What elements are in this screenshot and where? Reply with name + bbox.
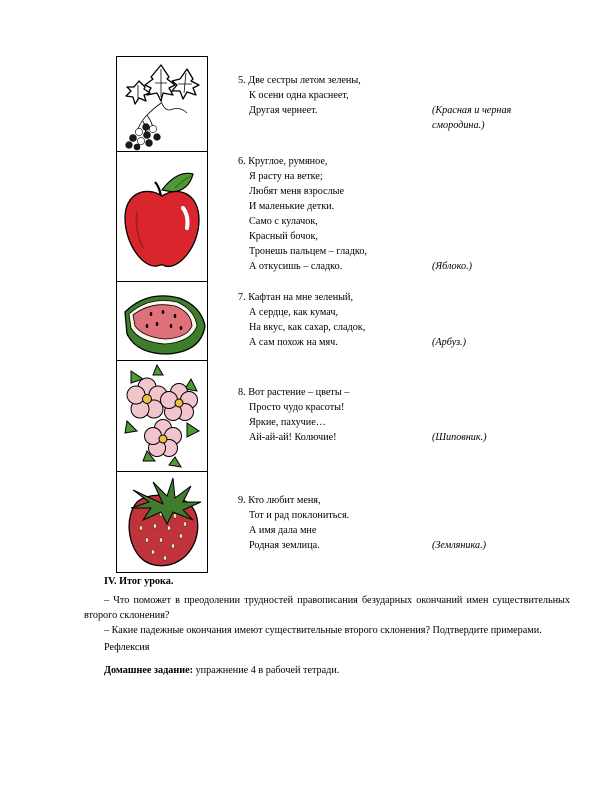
question-2: – Какие падежные окончания имеют существительные второго склонения? Подтвердите примерами. xyxy=(104,625,542,636)
riddle-8 xyxy=(238,385,349,445)
riddle-line: И маленькие детки. xyxy=(249,201,335,212)
picture-cell-wild-rose xyxy=(117,361,207,471)
riddle-9 xyxy=(238,493,349,553)
watermelon-slice-icon xyxy=(117,282,207,360)
lesson-summary xyxy=(84,574,570,678)
riddle-6 xyxy=(238,154,367,274)
riddle-line: Я расту на ветке; xyxy=(249,171,323,182)
section-heading: IV. Итог урока. xyxy=(104,576,174,587)
riddle-line: Другая чернеет. xyxy=(249,105,318,116)
riddle-line: Любят меня взрослые xyxy=(249,186,345,197)
picture-cell-apple xyxy=(117,152,207,281)
picture-cell-watermelon xyxy=(117,282,207,360)
answer-line: (Красная и черная xyxy=(432,105,512,116)
strawberry-icon xyxy=(117,472,207,572)
riddle-line: К осени одна краснеет, xyxy=(249,90,349,101)
apple-icon xyxy=(117,152,207,281)
currant-branch-icon xyxy=(117,57,207,151)
homework-label: Домашнее задание: xyxy=(104,665,194,676)
riddle-5-answer xyxy=(432,103,511,133)
homework-text: упражнение 4 в рабочей тетради. xyxy=(193,665,340,676)
riddle-line: Тронешь пальцем – гладко, xyxy=(249,246,367,257)
riddle-line: А имя дала мне xyxy=(249,525,317,536)
question-1: – Что поможет в преодолении трудностей правописания безударных окончаний имен существительных второго склонения? xyxy=(84,595,570,621)
riddle-line: А откусишь – сладко. xyxy=(249,261,343,272)
riddle-line: Просто чудо красоты! xyxy=(249,402,345,413)
riddle-line: 5. Две сестры летом зелены, xyxy=(238,75,361,86)
riddle-8-answer: (Шиповник.) xyxy=(432,432,487,443)
riddle-line: 7. Кафтан на мне зеленый, xyxy=(238,292,354,303)
riddle-line: Ай-ай-ай! Колючие! xyxy=(249,432,337,443)
answer-line: смородина.) xyxy=(432,120,485,131)
riddle-line: Красный бочок, xyxy=(249,231,318,242)
wild-rose-flowers-icon xyxy=(117,361,207,471)
riddle-5 xyxy=(238,73,361,118)
picture-cell-strawberry xyxy=(117,472,207,572)
riddle-7 xyxy=(238,290,365,350)
riddle-line: Родная землица. xyxy=(249,540,320,551)
picture-column xyxy=(116,56,208,573)
riddle-line: 6. Круглое, румяное, xyxy=(238,156,328,167)
riddle-line: 8. Вот растение – цветы – xyxy=(238,387,350,398)
riddle-line: Тот и рад поклониться. xyxy=(249,510,350,521)
riddle-line: На вкус, как сахар, сладок, xyxy=(249,322,366,333)
homework xyxy=(84,663,570,678)
reflection-label: Рефлексия xyxy=(104,642,150,653)
picture-cell-currant xyxy=(117,57,207,151)
riddle-6-answer: (Яблоко.) xyxy=(432,261,473,272)
riddle-line: А сам похож на мяч. xyxy=(249,337,338,348)
riddle-line: 9. Кто любит меня, xyxy=(238,495,321,506)
riddle-line: А сердце, как кумач, xyxy=(249,307,339,318)
riddle-line: Яркие, пахучие… xyxy=(249,417,326,428)
riddle-9-answer: (Земляника.) xyxy=(432,540,487,551)
riddle-7-answer: (Арбуз.) xyxy=(432,337,466,348)
riddle-line: Само с кулачок, xyxy=(249,216,318,227)
